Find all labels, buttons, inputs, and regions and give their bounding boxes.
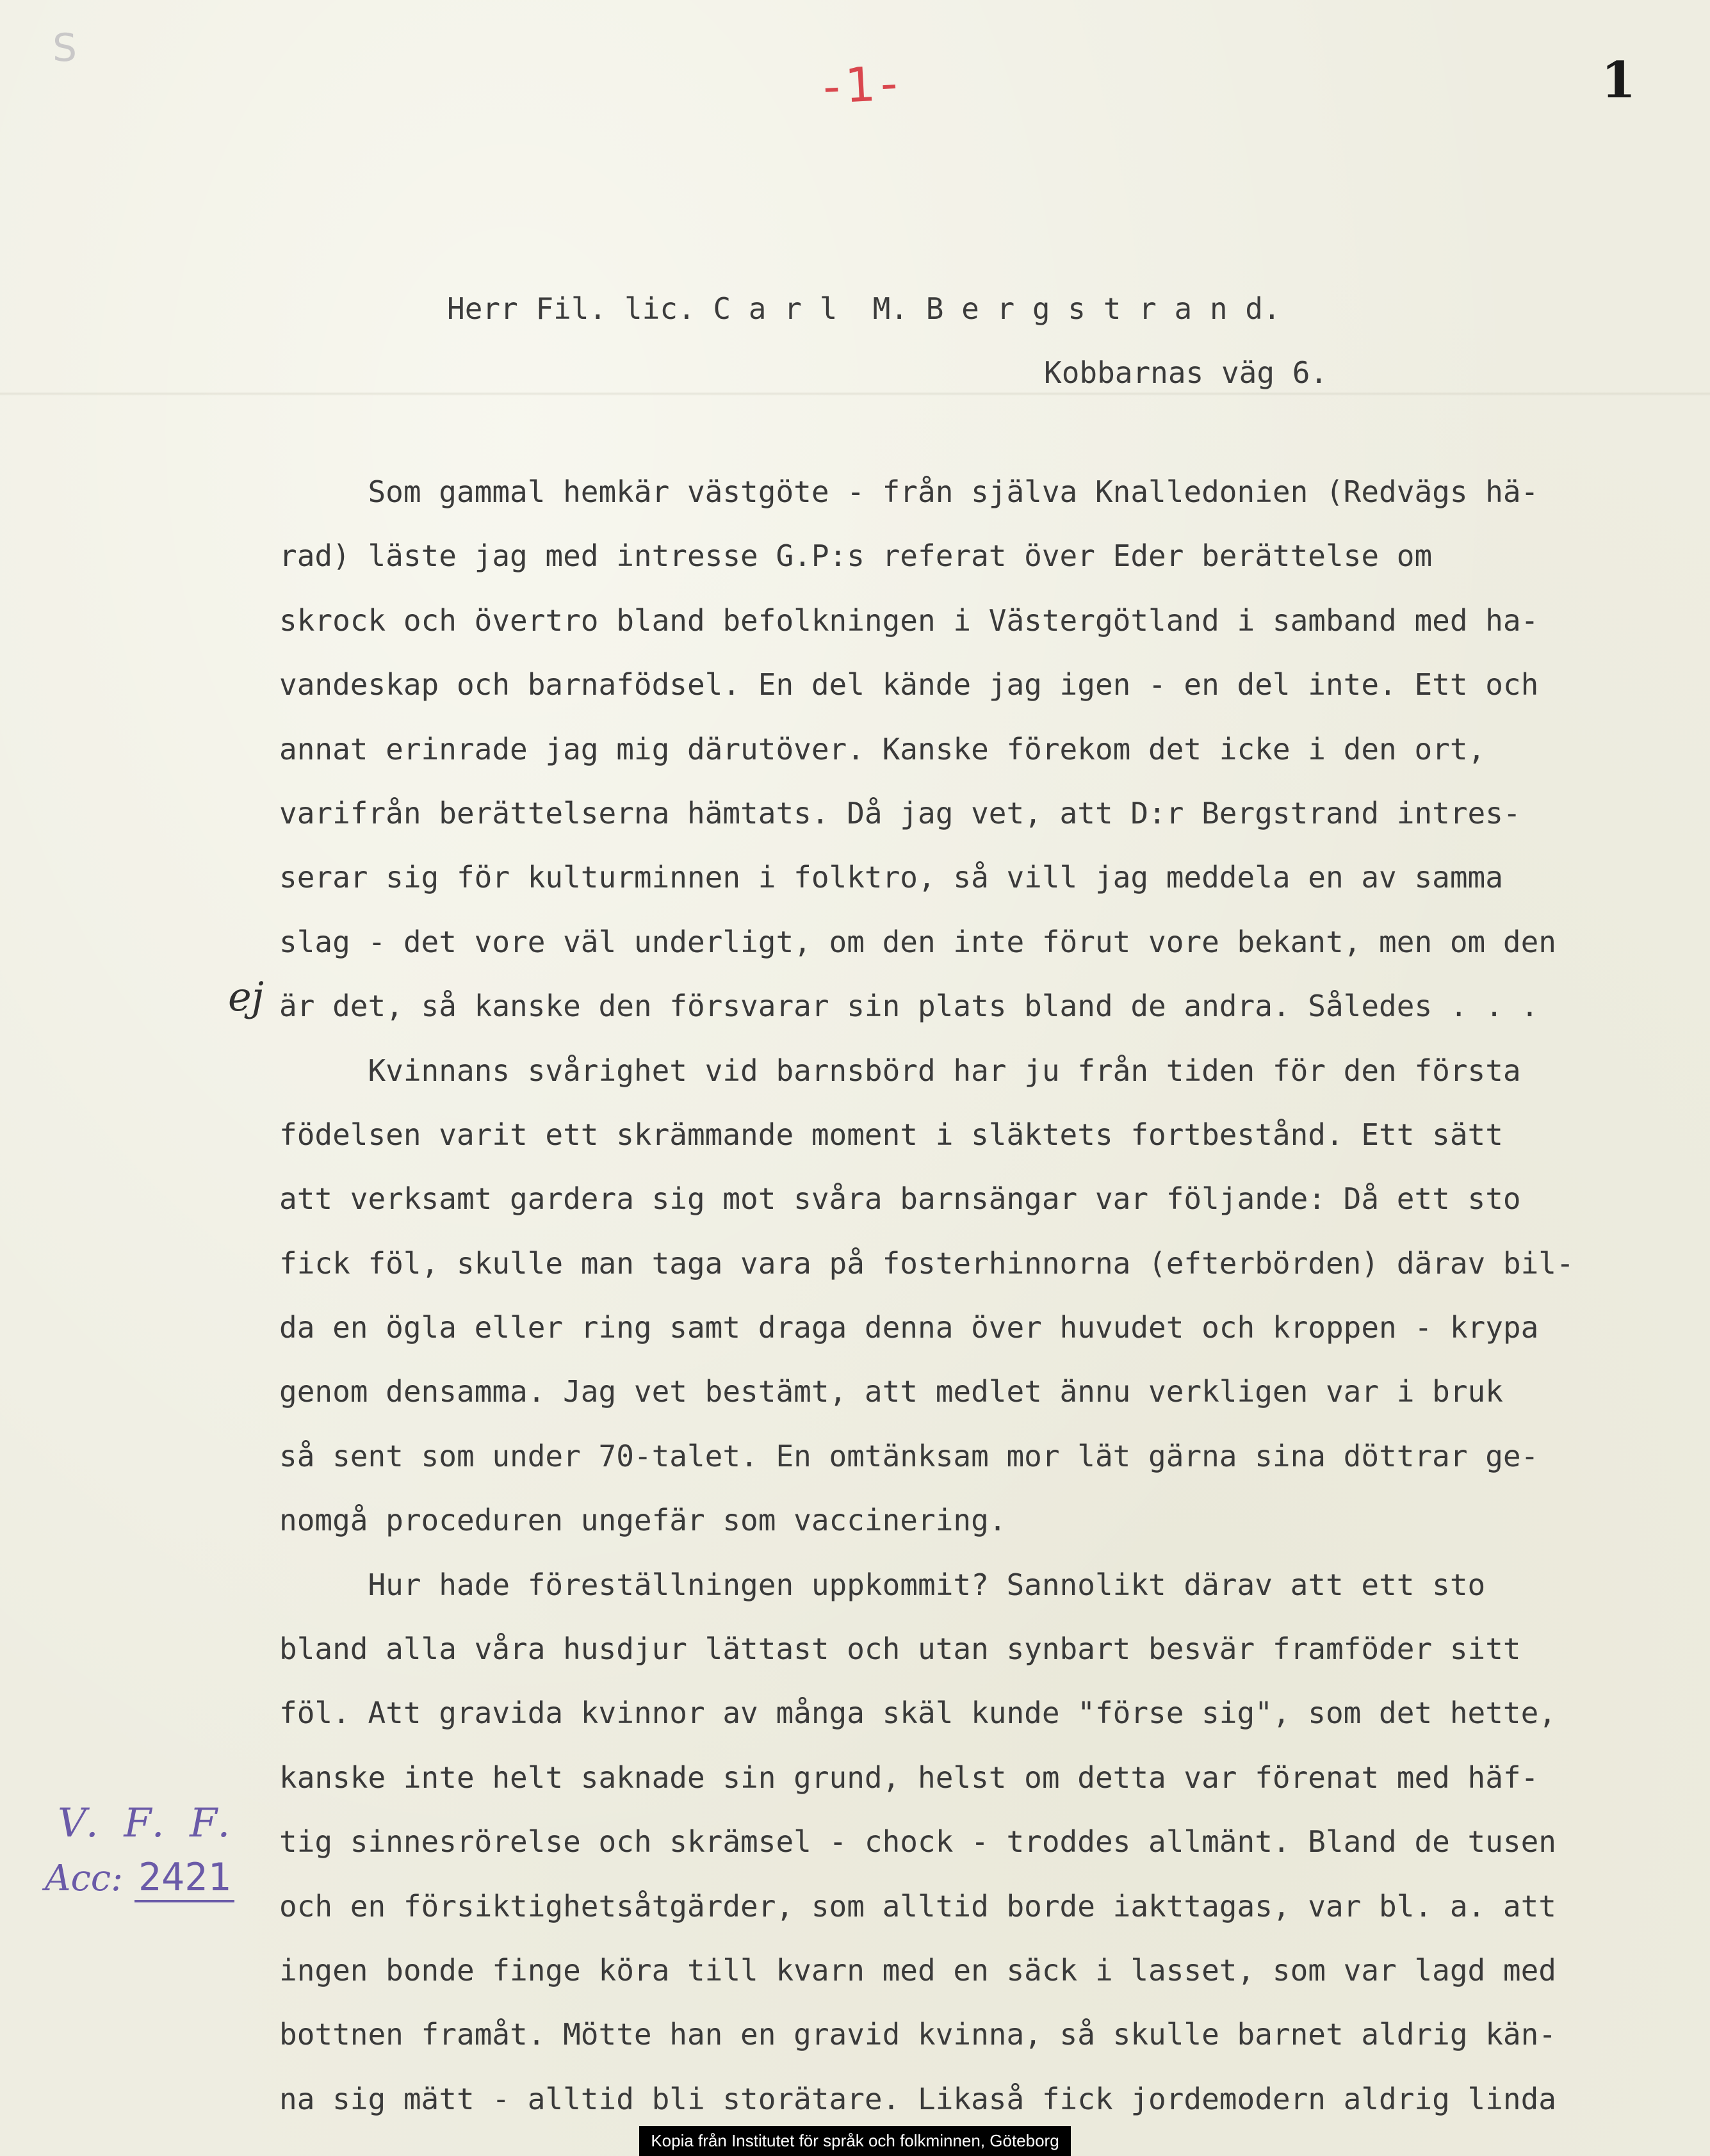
body-line: är det, så kanske den försvarar sin plats bland de andra. Således . . . xyxy=(279,989,1539,1024)
body-line: bland alla våra husdjur lättast och utan synbart besvär framföder sitt xyxy=(279,1632,1521,1667)
copy-footer xyxy=(0,2126,1710,2156)
addressee-line: Herr Fil. lic. C a r l M. B e r g s t r a n d. xyxy=(447,291,1281,326)
body-line: nomgå proceduren ungefär som vaccinering. xyxy=(279,1503,1007,1538)
stamp-institution: V. F. F. xyxy=(58,1799,237,1846)
body-line: rad) läste jag med intresse G.P:s referat över Eder berättelse om xyxy=(279,539,1433,574)
body-line: föl. Att gravida kvinnor av många skäl kunde "förse sig", som det hette, xyxy=(279,1696,1556,1731)
pencil-page-number: -1- xyxy=(821,55,904,115)
archive-stamp xyxy=(45,1799,236,1900)
body-line: att verksamt gardera sig mot svåra barnsängar var följande: Då ett sto xyxy=(279,1181,1521,1217)
body-line: skrock och övertro bland befolkningen i Västergötland i samband med ha- xyxy=(279,603,1539,638)
body-line: genom densamma. Jag vet bestämt, att medlet ännu verkligen var i bruk xyxy=(279,1374,1503,1409)
paper-fold xyxy=(0,392,1710,396)
body-line: födelsen varit ett skrämmande moment i släktets fortbestånd. Ett sätt xyxy=(279,1117,1503,1152)
letter-body xyxy=(279,460,1688,2131)
body-line: och en försiktighetsåtgärder, som alltid borde iakttagas, var bl. a. att xyxy=(279,1888,1556,1924)
address-line: Kobbarnas väg 6. xyxy=(1044,355,1328,390)
body-line: kanske inte helt saknade sin grund, helst om detta var förenat med häf- xyxy=(279,1760,1539,1795)
body-line: annat erinrade jag mig därutöver. Kanske förekom det icke i den ort, xyxy=(279,731,1486,766)
stamp-acc-label: Acc: xyxy=(45,1858,124,1899)
page-number: 1 xyxy=(1601,51,1636,109)
stamp-acc-number: 2421 xyxy=(134,1855,235,1902)
body-line: Kvinnans svårighet vid barnsbörd har ju från tiden för den första xyxy=(279,1053,1521,1088)
handwritten-margin-note: ej xyxy=(228,973,264,1020)
body-line: varifrån berättelserna hämtats. Då jag vet, att D:r Bergstrand intres- xyxy=(279,795,1521,831)
body-line: så sent som under 70-talet. En omtänksam mor lät gärna sina döttrar ge- xyxy=(279,1438,1539,1473)
body-line: vandeskap och barnafödsel. En del kände jag igen - en del inte. Ett och xyxy=(279,667,1539,702)
body-line: bottnen framåt. Mötte han en gravid kvinna, så skulle barnet aldrig kän- xyxy=(279,2017,1556,2052)
body-line: da en ögla eller ring samt draga denna över huvudet och kroppen - krypa xyxy=(279,1310,1539,1345)
footer-text: Kopia från Institutet för språk och folkminnen, Göteborg xyxy=(639,2126,1070,2156)
body-line: tig sinnesrörelse och skrämsel - chock - troddes allmänt. Bland de tusen xyxy=(279,1824,1556,1860)
body-line: na sig mätt - alltid bli storätare. Likaså fick jordemodern aldrig linda xyxy=(279,2081,1556,2116)
stamp-accession xyxy=(45,1855,236,1900)
body-line: Hur hade föreställningen uppkommit? Sannolikt därav att ett sto xyxy=(279,1567,1486,1602)
body-line: fick föl, skulle man taga vara på fosterhinnorna (efterbörden) därav bil- xyxy=(279,1245,1574,1281)
body-line: Som gammal hemkär västgöte - från själva Knalledonien (Redvägs hä- xyxy=(279,474,1539,509)
corner-pencil-mark: S xyxy=(53,26,77,70)
body-line: slag - det vore väl underligt, om den inte förut vore bekant, men om den xyxy=(279,924,1556,959)
body-line: ingen bonde finge köra till kvarn med en säck i lasset, som var lagd med xyxy=(279,1952,1556,1988)
body-line: serar sig för kulturminnen i folktro, så vill jag meddela en av samma xyxy=(279,860,1503,895)
